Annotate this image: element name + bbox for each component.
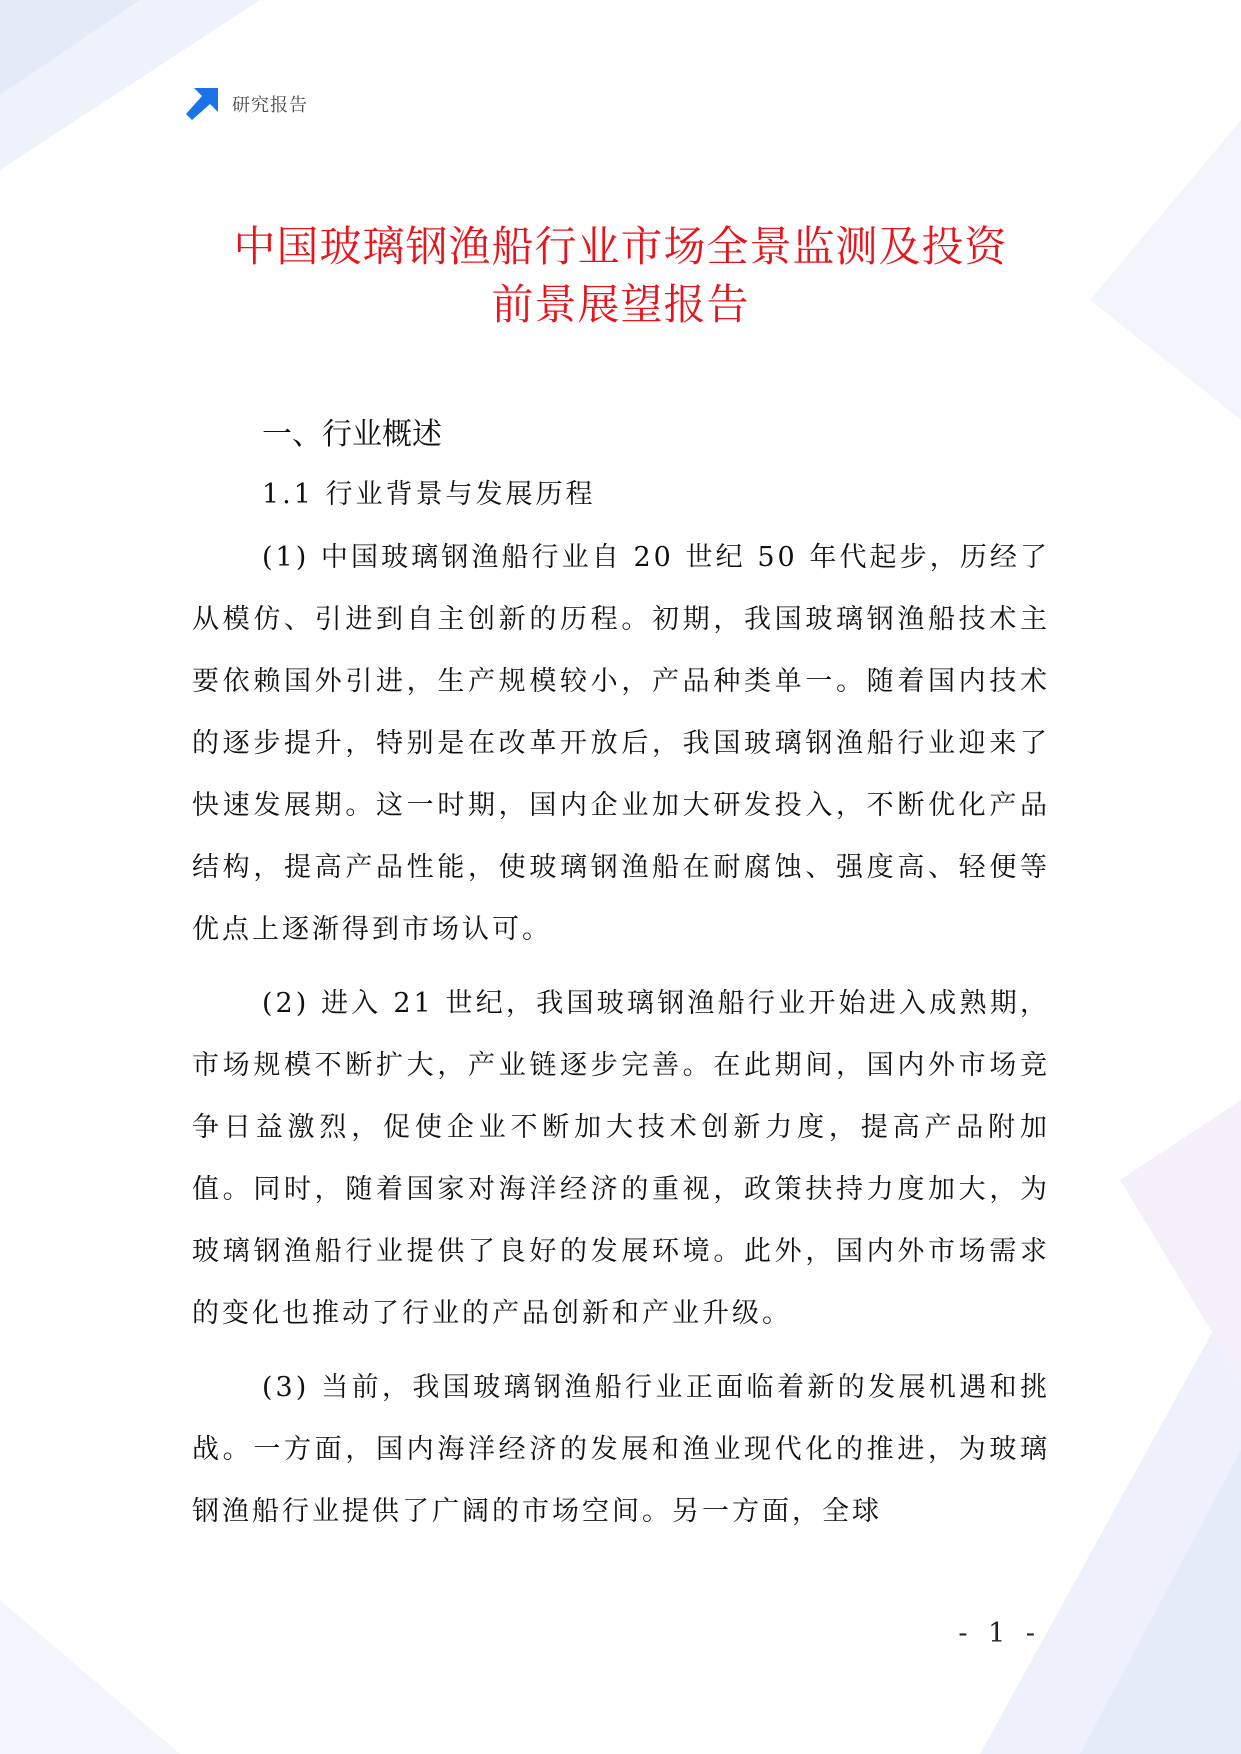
section-heading: 一、行业概述 [262,417,442,452]
paragraph-1: (1) 中国玻璃钢渔船行业自 20 世纪 50 年代起步，历经了从模仿、引进到自主创新的历程。初期，我国玻璃钢渔船技术主要依赖国外引进，生产规模较小，产品种类单一。随着国内技术的逐步提升，特别是在改革开放后，我国玻璃钢渔船行业迎来了快速发展期。这一时期，国内企业加大研发投入，不断优化产品结构，提高产品性能，使玻璃钢渔船在耐腐蚀、强度高、轻便等优点上逐渐得到市场认可。 [192,542,1050,945]
document-body [192,415,1050,1543]
arrow-up-right-icon [186,88,218,120]
header-label: 研究报告 [232,95,308,116]
paragraph-2: (2) 进入 21 世纪，我国玻璃钢渔船行业开始进入成熟期，市场规模不断扩大，产业链逐步完善。在此期间，国内外市场竞争日益激烈，促使企业不断加大技术创新力度，提高产品附加值。同时，随着国家对海洋经济的重视，政策扶持力度加大，为玻璃钢渔船行业提供了良好的发展环境。此外，国内外市场需求的变化也推动了行业的产品创新和产业升级。 [192,988,1050,1329]
paragraph-3: (3) 当前，我国玻璃钢渔船行业正面临着新的发展机遇和挑战。一方面，国内海洋经济的发展和渔业现代化的推进，为玻璃钢渔船行业提供了广阔的市场空间。另一方面，全球 [192,1372,1050,1527]
report-header [186,88,308,120]
document-title [130,218,1111,334]
subsection-heading: 1.1 行业背景与发展历程 [262,479,596,510]
page-number: - 1 - [958,1618,1041,1649]
title-line-1: 中国玻璃钢渔船行业市场全景监测及投资 [233,222,1008,271]
title-line-2: 前景展望报告 [491,280,750,329]
